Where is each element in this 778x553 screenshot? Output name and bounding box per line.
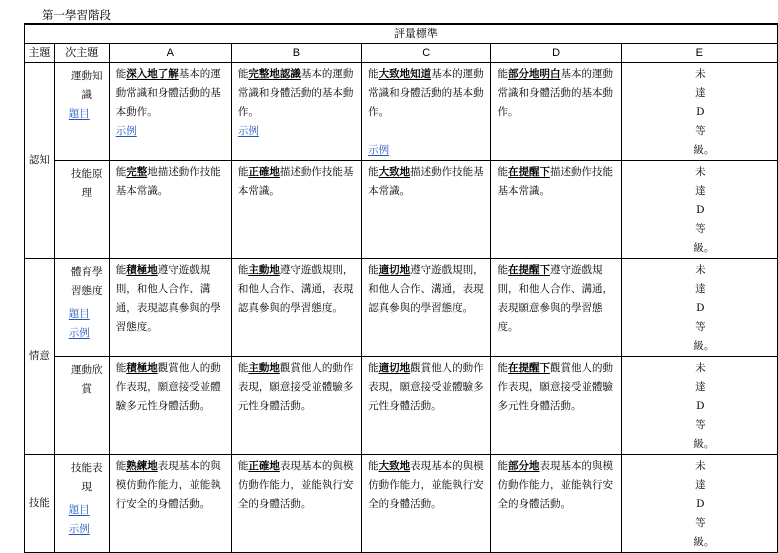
topic-link[interactable]: 題目 bbox=[68, 504, 90, 516]
col-header-b: B bbox=[231, 44, 361, 63]
col-header-theme: 主題 bbox=[25, 44, 55, 63]
rubric-cell-b: 能正確地表現基本的與模仿動作能力，並能執行安全的身體活動。 bbox=[231, 455, 361, 553]
rubric-cell-b: 能正確地描述動作技能基本常識。 bbox=[231, 161, 361, 259]
theme-affect: 情意 bbox=[25, 259, 55, 455]
subtheme-label: 技能原理 bbox=[70, 168, 103, 199]
theme-skill: 技能 bbox=[25, 455, 55, 553]
topic-link[interactable]: 題目 bbox=[68, 308, 90, 320]
example-link[interactable]: 示例 bbox=[115, 125, 137, 137]
col-header-a: A bbox=[109, 44, 231, 63]
rubric-cell-b: 能主動地觀賞他人的動作表現，願意接受並體驗多元性身體活動。 bbox=[231, 357, 361, 455]
rubric-cell-c: 能適切地觀賞他人的動作表現，願意接受並體驗多元性身體活動。 bbox=[362, 357, 491, 455]
col-header-c: C bbox=[362, 44, 491, 63]
subtheme-label: 體育學習態度 bbox=[70, 266, 103, 297]
rubric-cell-a: 能積極地觀賞他人的動作表現，願意接受並體驗多元性身體活動。 bbox=[109, 357, 231, 455]
subtheme-pe-attitude bbox=[54, 259, 109, 357]
rubric-cell-d: 能在提醒下觀賞他人的動作表現，願意接受並體驗多元性身體活動。 bbox=[491, 357, 621, 455]
theme-cognition: 認知 bbox=[25, 63, 55, 259]
page-heading: 第一學習階段 bbox=[42, 8, 111, 22]
rubric-cell-b: 能主動地遵守遊戲規則，和他人合作、溝通，表現認真參與的學習態度。 bbox=[231, 259, 361, 357]
rubric-cell-a: 能熟練地表現基本的與模仿動作能力，並能執行安全的身體活動。 bbox=[109, 455, 231, 553]
col-header-e: E bbox=[621, 44, 777, 63]
rubric-cell-e: 未達D等級。 bbox=[621, 161, 777, 259]
rubric-cell-d: 能在提醒下描述動作技能基本常識。 bbox=[491, 161, 621, 259]
rubric-cell-e: 未達D等級。 bbox=[621, 63, 777, 161]
rubric-cell-d: 能在提醒下遵守遊戲規則，和他人合作、溝通，表現願意參與的學習態度。 bbox=[491, 259, 621, 357]
rubric-cell-a: 能完整地描述動作技能基本常識。 bbox=[109, 161, 231, 259]
rubric-cell-c: 能大致地表現基本的與模仿動作能力，並能執行安全的身體活動。 bbox=[362, 455, 491, 553]
subtheme-skill-principle bbox=[54, 161, 109, 259]
header-blank bbox=[25, 24, 55, 44]
subtheme-skill-performance bbox=[54, 455, 109, 553]
rubric-cell-e: 未達D等級。 bbox=[621, 357, 777, 455]
subtheme-label: 技能表現 bbox=[70, 462, 103, 493]
subtheme-label: 運動欣賞 bbox=[70, 364, 103, 395]
header-title: 評量標準 bbox=[54, 24, 777, 44]
rubric-cell-e: 未達D等級。 bbox=[621, 455, 777, 553]
example-link[interactable]: 示例 bbox=[237, 125, 259, 137]
col-header-d: D bbox=[491, 44, 621, 63]
rubric-cell-a: 能深入地了解基本的運動常識和身體活動的基本動作。 示例 bbox=[109, 63, 231, 161]
topic-link[interactable]: 題目 bbox=[68, 108, 90, 120]
subtheme-motor-knowledge bbox=[54, 63, 109, 161]
rubric-cell-a: 能積極地遵守遊戲規則，和他人合作、溝通，表現認真參與的學習態度。 bbox=[109, 259, 231, 357]
subtheme-label: 運動知識 bbox=[70, 70, 103, 101]
subtheme-movement-appreciation bbox=[54, 357, 109, 455]
example-link[interactable]: 示例 bbox=[68, 327, 90, 339]
rubric-cell-c: 能適切地遵守遊戲規則，和他人合作、溝通，表現認真參與的學習態度。 bbox=[362, 259, 491, 357]
rubric-cell-e: 未達D等級。 bbox=[621, 259, 777, 357]
rubric-cell-d: 能部分地表現基本的與模仿動作能力，並能執行安全的身體活動。 bbox=[491, 455, 621, 553]
rubric-cell-c: 能大致地知道基本的運動常識和身體活動的基本動作。 示例 bbox=[362, 63, 491, 161]
assessment-rubric-table bbox=[24, 23, 778, 553]
col-header-subtheme: 次主題 bbox=[54, 44, 109, 63]
rubric-cell-b: 能完整地認識基本的運動常識和身體活動的基本動作。 示例 bbox=[231, 63, 361, 161]
example-link[interactable]: 示例 bbox=[368, 144, 390, 156]
rubric-cell-d: 能部分地明白基本的運動常識和身體活動的基本動作。 bbox=[491, 63, 621, 161]
example-link[interactable]: 示例 bbox=[68, 523, 90, 535]
rubric-cell-c: 能大致地描述動作技能基本常識。 bbox=[362, 161, 491, 259]
